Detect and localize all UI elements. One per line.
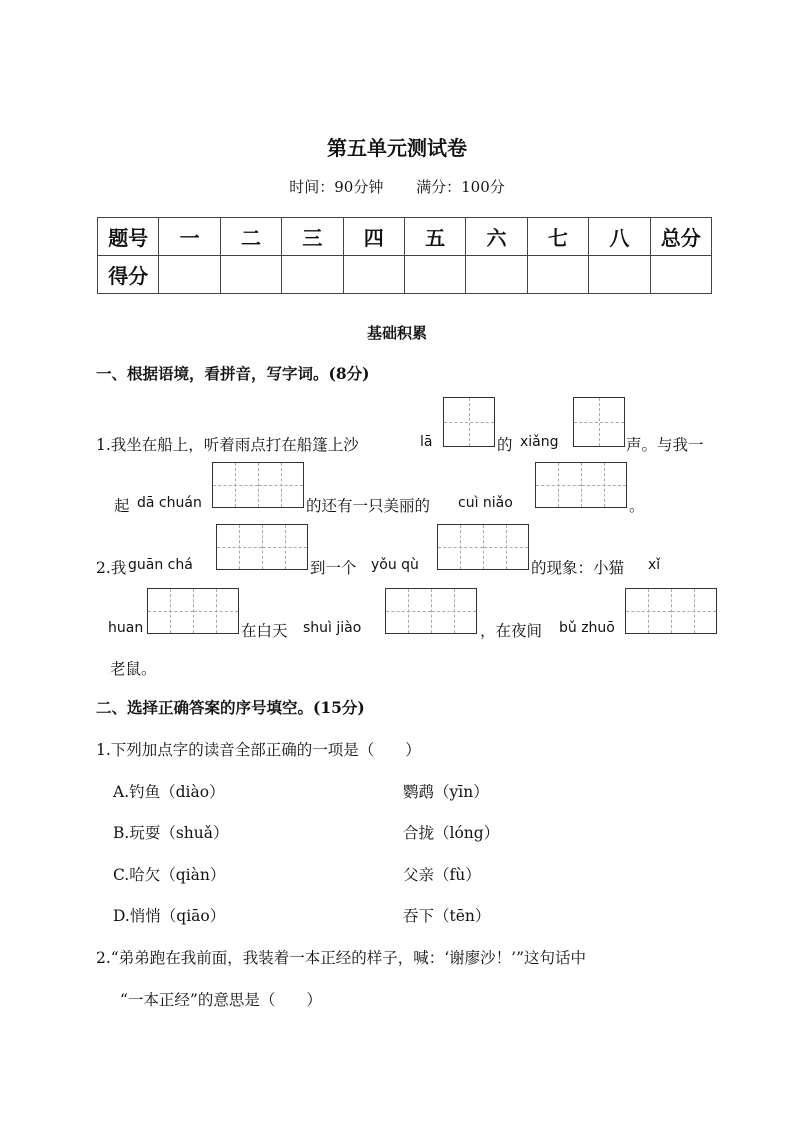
answer-grid[interactable] — [625, 588, 717, 634]
score-header-cell: 八 — [589, 218, 650, 256]
score-cell[interactable] — [527, 256, 588, 294]
q1-line1-text-a: 1.我坐在船上，听着雨点打在船篷上沙 — [96, 436, 359, 454]
q1-line4-pinyin-2: shuì jiào — [303, 620, 362, 636]
page-title: 第五单元测试卷 — [327, 136, 467, 160]
score-header-cell: 二 — [220, 218, 281, 256]
q1-line2-pinyin-1: dā chuán — [137, 495, 202, 511]
answer-grid[interactable] — [443, 397, 495, 447]
score-header-cell: 三 — [282, 218, 343, 256]
score-table-score-row — [98, 256, 712, 294]
score-table-header-row — [98, 218, 712, 256]
exam-full-score: 满分：100分 — [416, 178, 505, 196]
option-b-left: B.玩耍（shuǎ） — [113, 824, 229, 842]
q1-line2-text-c: 。 — [629, 497, 645, 515]
option-d-left: D.悄悄（qiāo） — [113, 907, 226, 925]
exam-info — [0, 176, 794, 197]
q1-line3-pinyin-2: yǒu qù — [371, 557, 419, 573]
q1-line3-pinyin-3: xǐ — [648, 557, 661, 573]
score-header-cell: 题号 — [98, 218, 159, 256]
answer-grid[interactable] — [212, 462, 304, 508]
q2-sub1: 1.下列加点字的读音全部正确的一项是（ ） — [96, 741, 421, 759]
score-row-label: 得分 — [98, 256, 159, 294]
score-header-cell: 四 — [343, 218, 404, 256]
score-header-cell: 总分 — [650, 218, 711, 256]
q1-line2-text-a: 起 — [114, 497, 130, 515]
score-cell[interactable] — [220, 256, 281, 294]
q1-line4-text-c: ，在夜间 — [480, 622, 543, 640]
option-a-right: 鹦鹉（yīn） — [403, 783, 489, 801]
score-cell[interactable] — [650, 256, 711, 294]
q1-line3-text-a: 2.我 — [96, 559, 127, 577]
answer-grid[interactable] — [385, 588, 477, 634]
section-title: 基础积累 — [366, 324, 427, 342]
q1-heading: 一、根据语境，看拼音，写字词。(8分) — [96, 364, 370, 383]
q2-heading: 二、选择正确答案的序号填空。(15分) — [96, 698, 365, 717]
q2-sub2-line2: “一本正经”的意思是（ ） — [120, 991, 322, 1009]
option-b-right: 合拢（lóng） — [403, 824, 500, 842]
q1-line3-pinyin-1: guān chá — [128, 557, 193, 573]
q1-line2-text-b: 的还有一只美丽的 — [306, 497, 431, 515]
answer-grid[interactable] — [535, 462, 627, 508]
option-c-right: 父亲（fù） — [403, 866, 481, 884]
score-cell[interactable] — [589, 256, 650, 294]
answer-grid[interactable] — [147, 588, 239, 634]
score-table — [97, 217, 712, 294]
score-cell[interactable] — [282, 256, 343, 294]
option-d-right: 吞下（tēn） — [403, 907, 491, 925]
q1-line3-text-b: 到一个 — [310, 559, 357, 577]
score-cell[interactable] — [159, 256, 220, 294]
answer-grid[interactable] — [216, 524, 308, 570]
answer-grid[interactable] — [573, 397, 625, 447]
q1-line1-text-b: 的 — [497, 436, 513, 454]
q1-line4-pinyin-3: bǔ zhuō — [559, 620, 615, 636]
score-cell[interactable] — [404, 256, 465, 294]
score-cell[interactable] — [466, 256, 527, 294]
q1-line1-text-c: 声。与我一 — [626, 436, 704, 454]
q1-line4-text-b: 在白天 — [241, 622, 288, 640]
option-a-left: A.钓鱼（diào） — [113, 783, 225, 801]
score-header-cell: 六 — [466, 218, 527, 256]
option-c-left: C.哈欠（qiàn） — [113, 866, 226, 884]
score-cell[interactable] — [343, 256, 404, 294]
q1-line5-text: 老鼠。 — [110, 660, 157, 678]
score-header-cell: 一 — [159, 218, 220, 256]
answer-grid[interactable] — [437, 524, 529, 570]
q2-sub2-line1: 2.“弟弟跑在我前面，我装着一本正经的样子，喊：‘谢廖沙！’”这句话中 — [96, 949, 586, 967]
exam-time: 时间：90分钟 — [289, 178, 384, 196]
score-header-cell: 五 — [404, 218, 465, 256]
score-header-cell: 七 — [527, 218, 588, 256]
q1-line4-pinyin-1: huan — [108, 620, 144, 636]
q1-line3-text-c: 的现象：小猫 — [531, 559, 625, 577]
q1-line1-pinyin-2: xiǎng — [520, 434, 559, 450]
q1-line2-pinyin-2: cuì niǎo — [458, 495, 513, 511]
q1-line1-pinyin-1: lā — [420, 434, 433, 450]
